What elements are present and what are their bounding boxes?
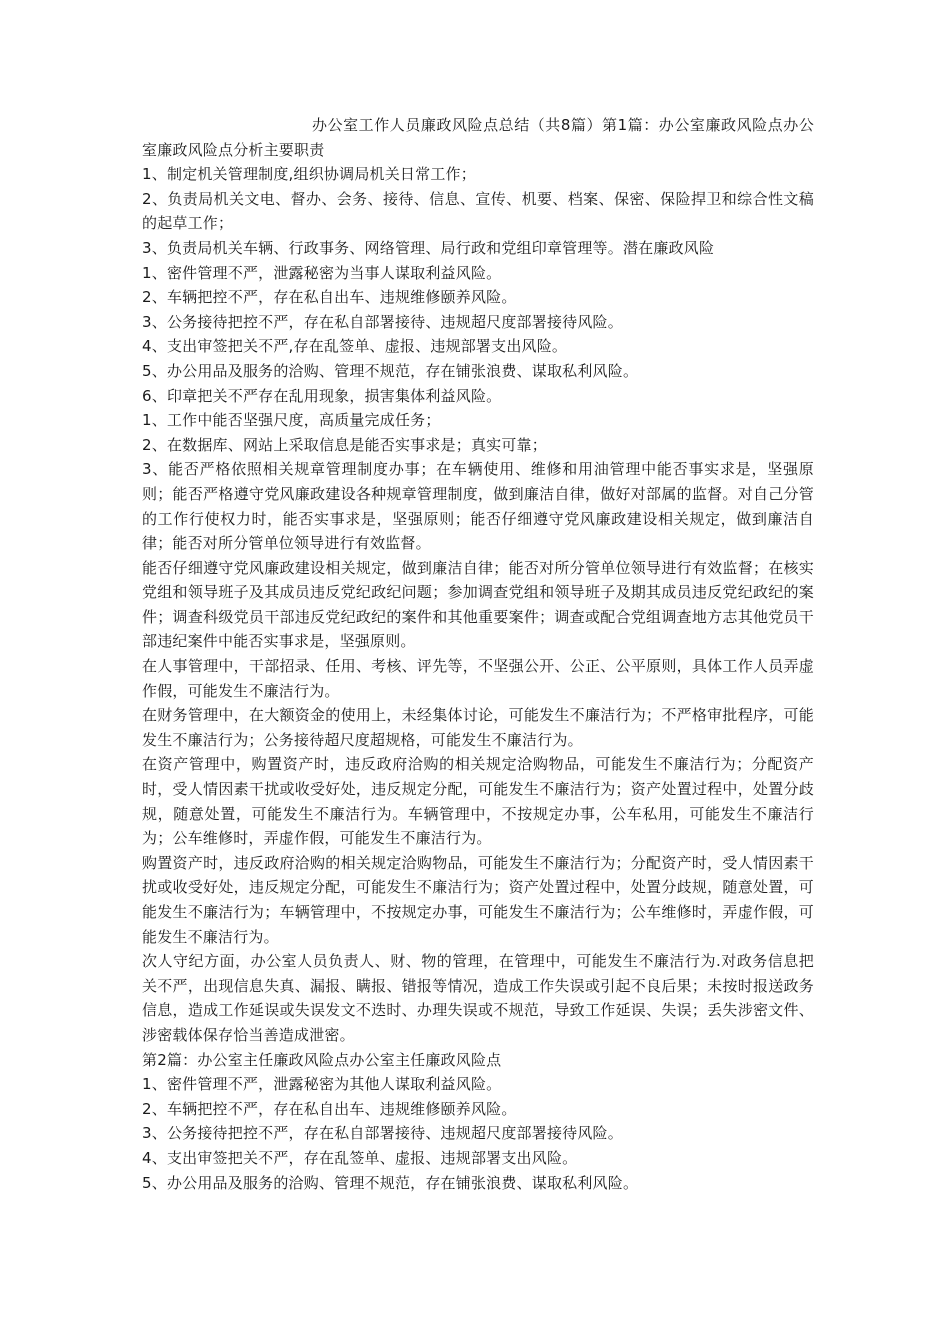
document-title: 办公室工作人员廉政风险点总结（共8篇）第1篇：办公室廉政风险点办公室廉政风险点分析主要职责 [142,116,814,159]
paragraph: 能否仔细遵守党风廉政建设相关规定，做到廉洁自律；能否对所分管单位领导进行有效监督；在核实党组和领导班子及其成员违反党纪政纪问题；参加调查党组和领导班子及期其成员违反党纪政纪的案件；调查科级党员干部违反党纪政纪的案件和其他重要案件；调查或配合党组调查地方志其他党员干部违纪案件中能否实事求是，坚强原则。 [142,558,814,651]
paragraph: 1、制定机关管理制度,组织协调局机关日常工作； [142,165,476,184]
paragraph: 2、车辆把控不严，存在私自出车、违规维修颐养风险。 [142,1099,517,1118]
paragraph: 3、公务接待把控不严，存在私自部署接待、违规超尺度部署接待风险。 [142,312,623,331]
paragraph: 6、印章把关不严存在乱用现象，损害集体利益风险。 [142,386,502,405]
paragraph: 2、车辆把控不严，存在私自出车、违规维修颐养风险。 [142,288,517,307]
paragraph: 1、密件管理不严，泄露秘密为当事人谋取利益风险。 [142,263,502,282]
paragraph: 在财务管理中，在大额资金的使用上，未经集体讨论，可能发生不廉洁行为；不严格审批程序，可能发生不廉洁行为；公务接待超尺度超规格，可能发生不廉洁行为。 [142,706,814,749]
document-body [142,113,814,1195]
paragraph: 5、办公用品及服务的洽购、管理不规范，存在铺张浪费、谋取私利风险。 [142,361,639,380]
paragraph: 在资产管理中，购置资产时，违反政府洽购的相关规定洽购物品，可能发生不廉洁行为；分配资产时，受人情因素干扰或收受好处，违反规定分配，可能发生不廉洁行为；资产处置过程中，处置分歧规，随意处置，可能发生不廉洁行为。车辆管理中，不按规定办事，公车私用，可能发生不廉洁行为；公车维修时，弄虚作假，可能发生不廉洁行为。 [142,755,814,848]
paragraph: 3、负责局机关车辆、行政事务、网络管理、局行政和党组印章管理等。潜在廉政风险 [142,238,715,257]
paragraph: 在人事管理中，干部招录、任用、考核、评先等，不坚强公开、公正、公平原则，具体工作人员弄虚作假，可能发生不廉洁行为。 [142,657,814,700]
paragraph: 1、密件管理不严，泄露秘密为其他人谋取利益风险。 [142,1075,502,1094]
paragraph: 3、能否严格依照相关规章管理制度办事；在车辆使用、维修和用油管理中能否事实求是，坚强原则；能否严格遵守党风廉政建设各种规章管理制度，做到廉洁自律，做好对部属的监督。对自己分管的工作行使权力时，能否实事求是，坚强原则；能否仔细遵守党风廉政建设相关规定，做到廉洁自律；能否对所分管单位领导进行有效监督。 [142,460,814,553]
paragraph: 次人守纪方面，办公室人员负责人、财、物的管理，在管理中，可能发生不廉洁行为.对政务信息把关不严，出现信息失真、漏报、瞒报、错报等情况，造成工作失误或引起不良后果；未按时报送政务信息，造成工作延误或失误发文不迭时、办理失误或不规范，导致工作延误、失误；丢失涉密文件、涉密载体保存恰当善造成泄密。 [142,952,814,1044]
paragraph: 购置资产时，违反政府洽购的相关规定洽购物品，可能发生不廉洁行为；分配资产时，受人情因素干扰或收受好处，违反规定分配，可能发生不廉洁行为；资产处置过程中，处置分歧规，随意处置，可能发生不廉洁行为；车辆管理中，不按规定办事，可能发生不廉洁行为；公车维修时，弄虚作假，可能发生不廉洁行为。 [142,853,814,946]
paragraph: 5、办公用品及服务的洽购、管理不规范，存在铺张浪费、谋取私利风险。 [142,1173,639,1192]
paragraph: 4、支出审签把关不严，存在乱签单、虚报、违规部署支出风险。 [142,1148,578,1167]
paragraph: 3、公务接待把控不严，存在私自部署接待、违规超尺度部署接待风险。 [142,1124,623,1143]
section-heading: 第2篇：办公室主任廉政风险点办公室主任廉政风险点 [142,1050,502,1069]
paragraph: 4、支出审签把关不严,存在乱签单、虚报、违规部署支出风险。 [142,337,568,356]
paragraph: 2、负责局机关文电、督办、会务、接待、信息、宣传、机要、档案、保密、保险捍卫和综合性文稿的起草工作； [142,189,814,233]
paragraph: 2、在数据库、网站上采取信息是能否实事求是；真实可靠； [142,435,547,454]
paragraph: 1、工作中能否坚强尺度，高质量完成任务； [142,411,441,430]
